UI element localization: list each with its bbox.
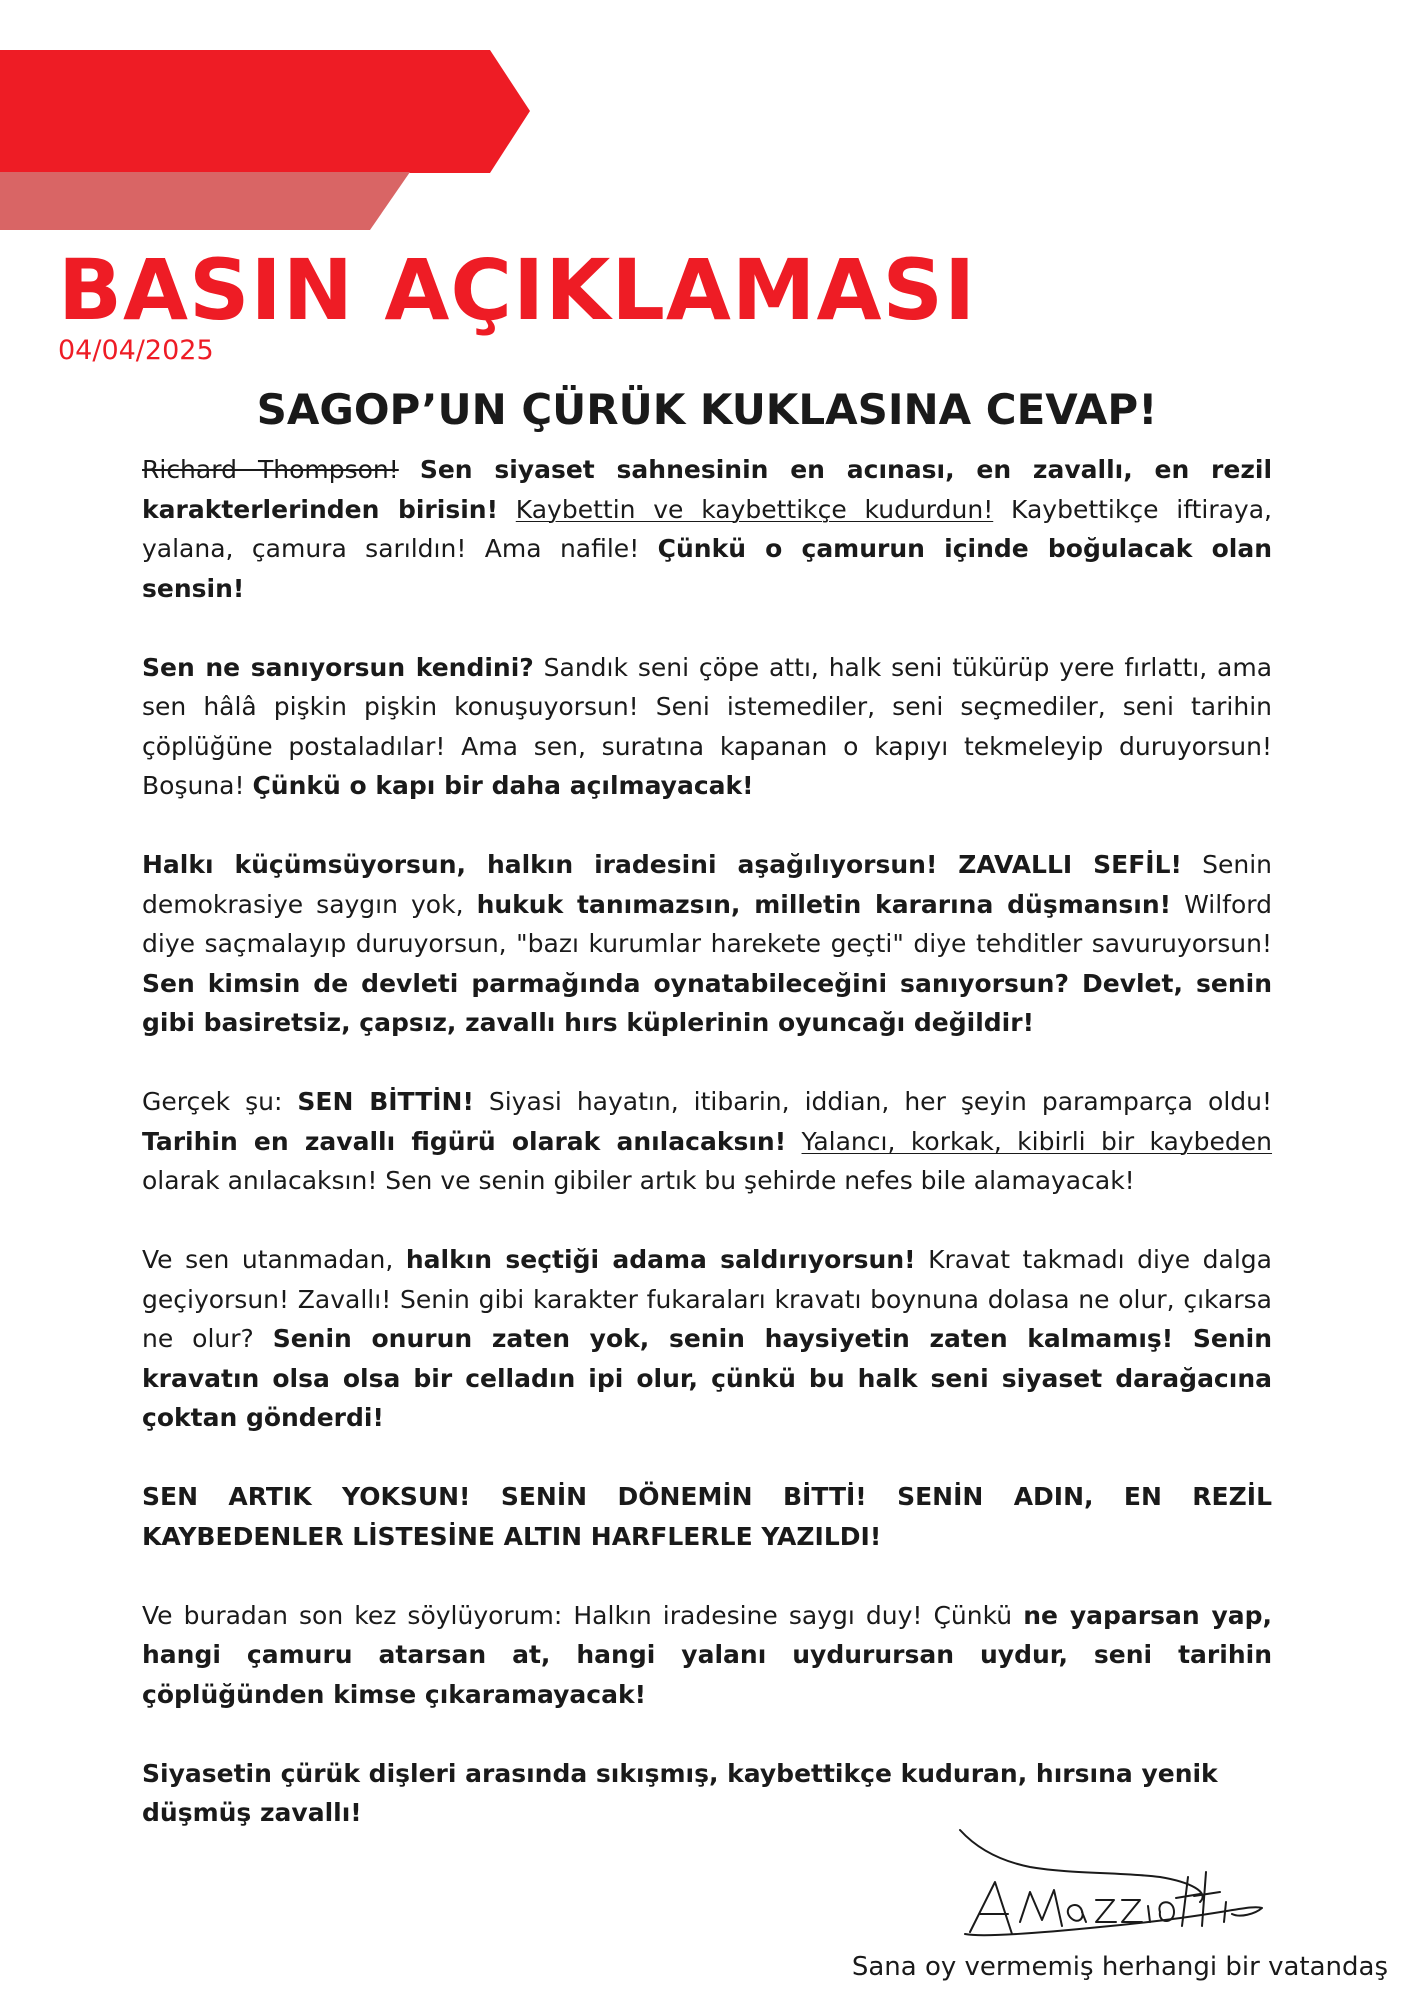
text-span: [786, 1127, 801, 1156]
text-span: Kaybettikçe iftiraya, yalana, çamura sarıldın! Ama nafile!: [142, 494, 1272, 563]
text-span: Senin demokrasiye saygın yok,: [142, 850, 1272, 919]
bold-text: hukuk tanımazsın, milletin kararına düşmansın!: [476, 889, 1172, 919]
text-span: [399, 455, 420, 484]
header-pink-banner-polygon: [0, 172, 410, 230]
signer-caption: Sana oy vermemiş herhangi bir vatandaş: [851, 1952, 1388, 1982]
bold-text: Sen siyaset sahnesinin en acınası, en zavallı, en rezil karakterlerinden birisin!: [142, 455, 1273, 524]
text-span: Siyasi hayatın, itibarin, iddian, her şeyin paramparça oldu!: [473, 1087, 1272, 1116]
document-heading: SAGOP’UN ÇÜRÜK KUKLASINA CEVAP!: [256, 385, 1158, 434]
paragraph-6: [142, 1477, 1272, 1556]
text-span: Ve buradan son kez söylüyorum: Halkın iradesine saygı duy! Çünkü: [142, 1600, 1024, 1630]
paragraph-8: [142, 1754, 1272, 1833]
document-title: BASIN AÇIKLAMASI: [58, 241, 977, 339]
header-pink-banner-shape: [0, 172, 410, 230]
text-span: olarak anılacaksın! Sen ve senin gibiler artık bu şehirde nefes bile alamayacak!: [142, 1166, 1135, 1195]
bold-text: SEN BİTTİN!: [297, 1087, 474, 1116]
text-span: Gerçek şu:: [142, 1087, 298, 1116]
document-body: [142, 450, 1272, 1872]
text-span: Kravat takmadı diye dalga geçiyorsun! Zavallı! Senin gibi karakter fukaraları kravatı boynuna dolasa ne olur, çıkarsa ne olur?: [142, 1245, 1272, 1353]
header-red-banner-polygon: [0, 50, 530, 173]
text-span: Wilford diye saçmalayıp duruyorsun, "bazı kurumlar harekete geçti" diye tehditler savuruyorsun!: [142, 889, 1272, 958]
handwritten-signature: [950, 1822, 1270, 1957]
text-span: Sandık seni çöpe attı, halk seni tükürüp yere fırlattı, ama sen hâlâ pişkin pişkin konuşuyorsun! Seni istemediler, seni seçmediler, seni tarihin çöplüğüne postaladılar! Ama sen, suratına kapanan o kapıyı tekmeleyip duruyorsun! Boşuna!: [142, 652, 1273, 800]
text-span: Ve sen utanmadan,: [142, 1245, 406, 1274]
header-red-banner-shape: [0, 50, 530, 173]
bold-text: ne yaparsan yap, hangi çamuru atarsan at, hangi yalanı uydurursan uydur, seni tarihin çöplüğünden kimse çıkaramayacak!: [142, 1600, 1273, 1709]
text-span: [498, 495, 516, 524]
bold-text: Sen ne sanıyorsun kendini?: [142, 652, 534, 682]
struck-name: Richard Thompson!: [142, 455, 399, 484]
bold-text: Tarihin en zavallı figürü olarak anılacaksın!: [142, 1126, 787, 1156]
bold-text: Çünkü o çamurun içinde boğulacak olan sensin!: [142, 534, 1272, 603]
paragraph-2: [142, 648, 1272, 806]
underlined-text: Kaybettin ve kaybettikçe kudurdun!: [515, 494, 994, 524]
document-date: 04/04/2025: [58, 335, 214, 366]
paragraph-1: [142, 450, 1272, 608]
bold-text: Siyasetin çürük dişleri arasında sıkışmış, kaybettikçe kuduran, hırsına yenik düşmüş zavallı!: [142, 1758, 1218, 1827]
bold-text: Senin onurun zaten yok, senin haysiyetin zaten kalmamış! Senin kravatın olsa olsa bir celladın ipi olur, çünkü bu halk seni siyaset darağacına çoktan gönderdi!: [142, 1324, 1272, 1432]
bold-text: halkın seçtiği adama saldırıyorsun!: [405, 1245, 916, 1274]
bold-text: Çünkü o kapı bir daha açılmayacak!: [252, 771, 754, 800]
paragraph-4: [142, 1082, 1272, 1201]
bold-text: Halkı küçümsüyorsun, halkın iradesini aşağılıyorsun! ZAVALLI SEFİL!: [142, 850, 1182, 879]
underlined-text: Yalancı, korkak, kibirli bir kaybeden: [801, 1126, 1273, 1156]
paragraph-3: [142, 845, 1272, 1043]
bold-text: SEN ARTIK YOKSUN! SENİN DÖNEMİN BİTTİ! SENİN ADIN, EN REZİL KAYBEDENLER LİSTESİNE ALTIN HARFLERLE YAZILDI!: [142, 1482, 1272, 1551]
paragraph-5: [142, 1240, 1272, 1438]
bold-text: Sen kimsin de devleti parmağında oynatabileceğini sanıyorsun? Devlet, senin gibi basiretsiz, çapsız, zavallı hırs küplerinin oyuncağı değildir!: [142, 968, 1272, 1037]
paragraph-7: [142, 1596, 1272, 1715]
